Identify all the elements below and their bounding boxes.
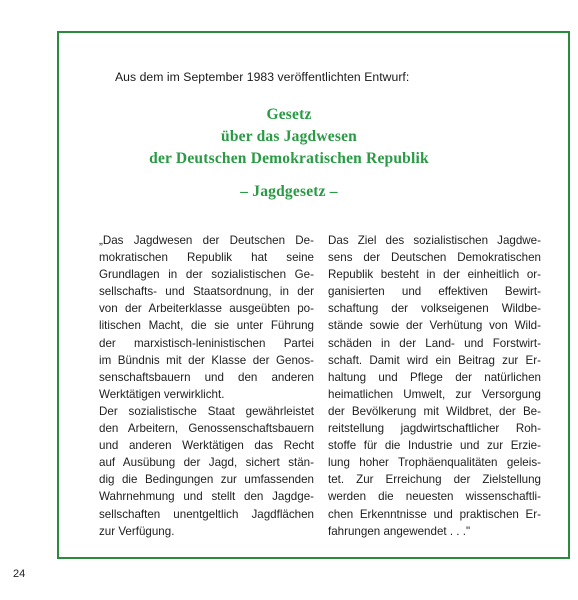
left-text-column [99,232,314,540]
text-line: stoffe für die Industrie und zur Erzie- [328,439,541,453]
text-line: Grundlagen in der sozialistischen Ge- [99,268,314,282]
text-line: schaftung der volkseigenen Wildbe- [328,302,541,316]
text-line: lung hoher Trophäenqualitäten geleis- [328,456,541,470]
text-line: schäden in der Land- und Forstwirt- [328,336,541,350]
right-text-column [328,232,541,540]
law-subtitle: – Jagdgesetz – [240,183,338,200]
text-line: den Arbeitern, Genossenschaftsbauern [99,422,314,436]
text-line: schaft. Damit wird ein Beitrag zur Er- [328,353,541,367]
text-line: von der Arbeiterklasse ausgeübten po- [99,302,314,316]
text-line: haltung und Pflege der natürlichen [328,370,541,384]
text-line: sellschaften unentgeltlich Jagdflächen [99,507,314,521]
law-title-line-1: Gesetz [266,106,312,123]
law-title-line-3: der Deutschen Demokratischen Republik [149,150,429,167]
text-line: tet. Zur Erreichung der Zielstellung [328,473,541,487]
text-line: werden die neuesten wissenschaftli- [328,490,541,504]
text-line: ganisierten und effektiven Bewirt- [328,285,541,299]
text-line: Wahrnehmung und stellt den Jagdge- [99,490,314,504]
text-line: sens der Deutschen Demokratischen [328,251,541,265]
text-line: der marxistisch-leninistischen Partei [99,336,314,350]
text-line: heimatlichen Umwelt, zur Versorgung [328,387,541,401]
law-title-line-2: über das Jagdwesen [221,128,357,145]
text-line: fahrungen angewendet . . ." [328,524,471,538]
text-line: Werktätigen verwirklicht. [99,387,225,401]
intro-text: Aus dem im September 1983 veröffentlichten Entwurf: [115,70,410,84]
text-line: mokratischen Republik hat seine [99,251,314,265]
text-line: reitstellung jagdwirtschaftlicher Roh- [328,422,541,436]
text-line: im Bündnis mit der Klasse der Genos- [99,353,314,367]
text-line: stände sowie der Verhütung von Wild- [328,319,541,333]
text-line: Das Ziel des sozialistischen Jagdwe- [328,234,541,247]
text-line: zur Verfügung. [99,524,175,538]
page-number: 24 [13,568,26,580]
text-line: „Das Jagdwesen der Deutschen De- [99,234,314,247]
text-line: senschaftsbauern und den anderen [99,370,314,384]
text-line: auf Ausübung der Jagd, sichert stän- [99,456,314,470]
text-line: dig die Bedingungen zur umfassenden [99,473,314,487]
text-line: sellschafts- und Staatsordnung, in der [99,285,314,299]
text-line: Republik besteht in der einheitlich or- [328,268,541,282]
text-line: und anderen Werktätigen das Recht [99,439,314,453]
text-line: der Bevölkerung mit Wildbret, der Be- [328,404,541,418]
text-line: chen Erkenntnisse und praktischen Er- [328,507,541,521]
text-line: litischen Macht, die sie unter Führung [99,319,314,333]
text-line: Der sozialistische Staat gewährleistet [99,404,314,418]
